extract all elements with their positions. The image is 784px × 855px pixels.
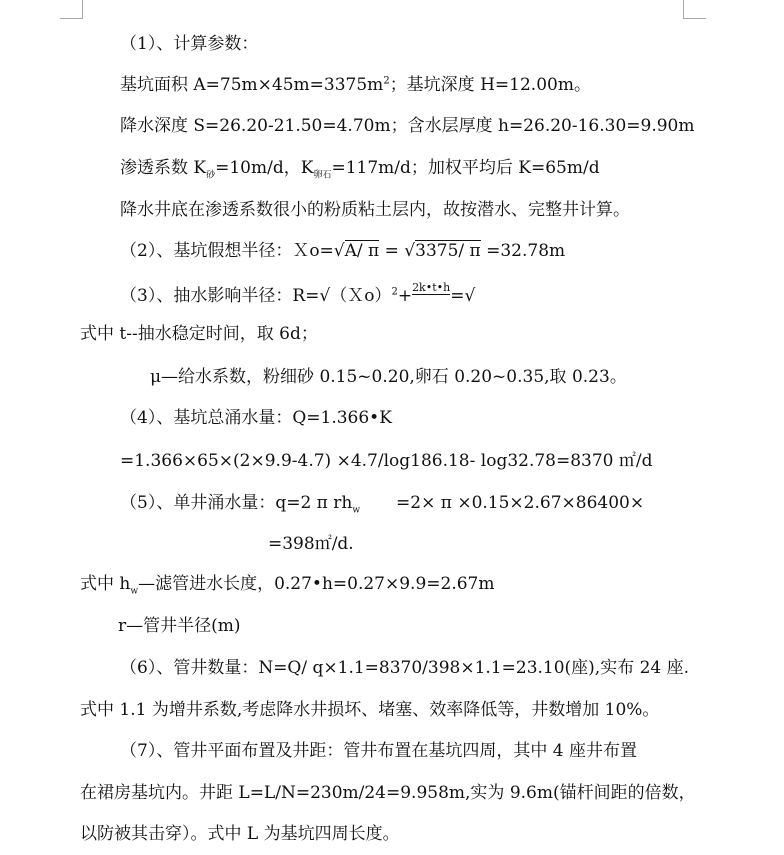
single-well-formula: =2× π ×0.15×2.67×86400× [396, 493, 645, 513]
heading-well-count: （6）、管井数量：N=Q/ q×1.1=8370/398×1.1=23.10(座),实布 24 座. [120, 658, 690, 678]
paragraph-well-bottom: 降水井底在渗透系数很小的粉质粘土层内，故按潜水、完整井计算。 [120, 200, 630, 220]
paragraph-pit-area [120, 74, 591, 96]
note-filter-length [80, 573, 495, 595]
note-well-radius: r—管井半径(m) [118, 616, 241, 636]
pit-depth-text: ；基坑深度 H=12.00m。 [389, 75, 591, 95]
plus-text: + [397, 286, 413, 306]
permeability-text-3: =117m/d；加权平均后 K=65m/d [331, 158, 600, 178]
assumed-radius-label: （2）、基坑假想半径：Ｘo= [120, 241, 334, 261]
paragraph-perimeter-note: 以防被其击穿）。式中 L 为基坑四周长度。 [80, 824, 400, 844]
influence-radius-label: （3）、抽水影响半径：R=√（Ｘo） [120, 286, 392, 306]
heading-well-layout: （7）、管井平面布置及井距：管井布置在基坑四周，其中 4 座井布置 [120, 741, 637, 761]
permeability-text-2: =10m/d，K [215, 158, 314, 178]
influence-radius-sup: 2 [391, 286, 398, 298]
paragraph-well-spacing: 在裙房基坑内。井距 L=L/N=230m/24=9.958m,实为 9.6m(锚杆间距的倍数， [80, 783, 696, 803]
heading-assumed-radius [120, 240, 565, 262]
assumed-radius-result: =32.78m [480, 241, 566, 261]
note-well-factor: 式中 1.1 为增井系数,考虑降水井损坏、堵塞、效率降低等，井数增加 10%。 [80, 700, 660, 720]
filter-length-sub: w [130, 586, 139, 597]
single-well-result: =398㎡/d. [268, 534, 354, 554]
single-well-sub: w [352, 505, 361, 516]
permeability-sub-gravel: 卵石 [313, 170, 332, 181]
filter-length-text-1: 式中 h [80, 574, 131, 594]
permeability-sub-sand: 砂 [206, 170, 216, 181]
influence-radius-tail: =√ [450, 286, 476, 306]
pit-area-text: 基坑面积 A=75m×45m=3375m [120, 75, 384, 95]
single-well-label: （5）、单井涌水量：q=2 π rh [120, 493, 353, 513]
page-corner-mark-right [683, 0, 706, 19]
paragraph-permeability [120, 157, 600, 179]
heading-single-well [120, 492, 644, 514]
heading-influence-radius [120, 281, 476, 309]
heading-total-inflow: （4）、基坑总涌水量：Q=1.366•K [120, 408, 392, 428]
filter-length-text-2: —滤管进水长度，0.27•h=0.27×9.9=2.67m [138, 574, 495, 594]
sqrt-operand-2: 3375/ π [415, 241, 481, 261]
fraction-numerator: 2k•t•h [412, 281, 451, 294]
sqrt-sign-icon: √ [333, 241, 345, 261]
equals-text: = [379, 241, 405, 261]
heading-calc-params: （1）、计算参数： [120, 34, 259, 54]
sqrt-operand-1: A/ π [344, 241, 380, 261]
note-specific-yield: μ—给水系数，粉细砂 0.15~0.20,卵石 0.20~0.35,取 0.23。 [150, 367, 627, 387]
pit-area-sup: 2 [383, 75, 390, 87]
note-stable-time: 式中 t--抽水稳定时间，取 6d； [80, 324, 318, 344]
permeability-text-1: 渗透系数 K [120, 158, 207, 178]
formula-total-inflow: =1.366×65×(2×9.9-4.7) ×4.7/log186.18- log32.78=8370 ㎡/d [120, 451, 653, 471]
page-corner-mark-left [60, 0, 83, 19]
sqrt-sign-icon: √ [404, 241, 416, 261]
paragraph-drawdown: 降水深度 S=26.20-21.50=4.70m；含水层厚度 h=26.20-16.30=9.90m [120, 116, 695, 136]
